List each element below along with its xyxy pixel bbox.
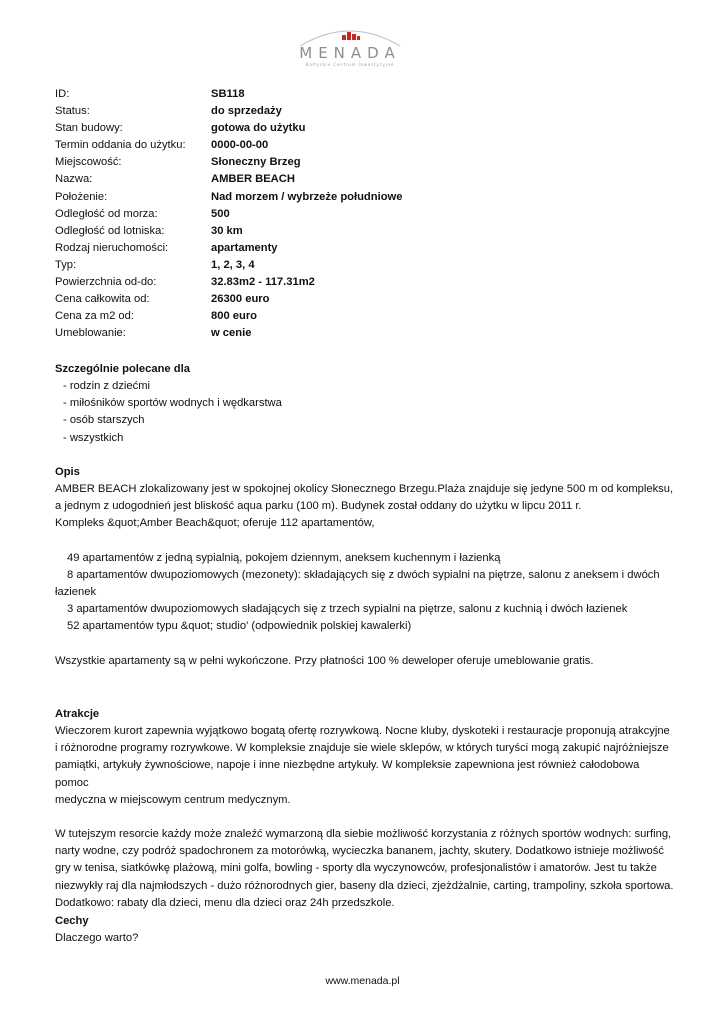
logo-subtitle: Bałtyckie Centrum Inwestycyjne (305, 62, 395, 67)
property-row (55, 257, 675, 274)
text-line: medyczna w miejscowym centrum medycznym. (55, 793, 291, 806)
footer-url[interactable]: www.menada.pl (325, 975, 400, 987)
property-label: Cena za m2 od: (55, 310, 134, 323)
property-value: apartamenty (211, 241, 278, 254)
list-item-continuation: łazienek (55, 586, 97, 599)
property-row (55, 171, 675, 188)
property-value: 0000-00-00 (211, 139, 269, 152)
text-line: gry w tenisa, siatkówkę plażową, mini golfa, bowling - sporty dla wyczynowców, profesjonalistów i amatorów. Jest tu także (55, 862, 657, 875)
property-value: 30 km (211, 224, 243, 237)
text-line: Dlaczego warto? (55, 932, 139, 944)
list-item: - wszystkich (63, 431, 124, 444)
text-line: i różnorodne programy rozrywkowe. W kompleksie znajduje sie wiele sklepów, w których turyści mogą zakupić najróżniejsze (55, 742, 669, 755)
property-label: Status: (55, 105, 90, 118)
atrakcje-heading: Atrakcje (55, 708, 100, 720)
logo-text: MENADA (299, 44, 401, 62)
property-row (55, 137, 675, 154)
property-value: 500 (211, 207, 230, 220)
text-line: niezwykły raj dla najmłodszych - dużo różnorodnych gier, baseny dla dzieci, zjeżdżalnie, carting, trampoliny, szkoła sportowa. (55, 879, 674, 892)
property-row (55, 240, 675, 257)
text-line: Wszystkie apartamenty są w pełni wykończone. Przy płatności 100 % deweloper oferuje umeblowanie gratis. (55, 654, 594, 667)
text-line: narty wodne, czy podróż spadochronem za motorówką, wycieczka bananem, jachty, skutery. Dodatkowo istnieje możliwość (55, 845, 664, 858)
property-value: Słoneczny Brzeg (211, 156, 301, 169)
text-line: W tutejszym resorcie każdy może znaleźć wymarzoną dla siebie możliwość korzystania z różnych sportów wodnych: surfing, (55, 828, 672, 841)
text-line: pamiątki, artykuły żywnościowe, napoje i inne niezbędne artykuły. W kompleksie zapewniona jest również całodobowa pomoc (55, 759, 640, 789)
property-value: SB118 (211, 88, 245, 100)
property-table (55, 86, 675, 342)
property-label: Typ: (55, 258, 77, 271)
property-row (55, 291, 675, 308)
property-row (55, 206, 675, 223)
property-row (55, 120, 675, 137)
property-label: Odległość od lotniska: (55, 224, 165, 237)
property-value: 32.83m2 - 117.31m2 (211, 276, 315, 289)
property-label: Miejscowość: (55, 156, 122, 169)
property-value: gotowa do użytku (211, 122, 306, 135)
list-item: 49 apartamentów z jedną sypialnią, pokojem dziennym, aneksem kuchennym i łazienką (67, 551, 501, 564)
property-row (55, 154, 675, 171)
property-value: do sprzedaży (211, 105, 282, 118)
property-label: Rodzaj nieruchomości: (55, 241, 169, 254)
logo-arc-icon (290, 22, 410, 46)
property-value: w cenie (211, 327, 252, 340)
text-line: Kompleks &quot;Amber Beach&quot; oferuje 112 apartamentów, (55, 517, 375, 530)
list-item: - miłośników sportów wodnych i wędkarstwa (63, 397, 282, 410)
cechy-section (55, 913, 675, 947)
property-row (55, 86, 675, 103)
list-item: 8 apartamentów dwupoziomowych (mezonety): składających się z dwóch sypialni na piętrze, salonu z aneksem i dwóch (67, 568, 660, 581)
property-row (55, 103, 675, 120)
property-row (55, 325, 675, 342)
property-row (55, 189, 675, 206)
text-line: AMBER BEACH zlokalizowany jest w spokojnej okolicy Słonecznego Brzegu.Plaża znajduje się jedyne 500 m od kompleksu, (55, 483, 674, 495)
recommended-heading: Szczególnie polecane dla (55, 363, 190, 375)
list-item: 3 apartamentów dwupoziomowych sładających się z trzech sypialni na piętrze, salonu z kuchnią i dwóch łazienek (67, 603, 628, 616)
property-label: ID: (55, 88, 70, 100)
list-item: - osób starszych (63, 414, 145, 427)
property-label: Odległość od morza: (55, 207, 158, 220)
menada-logo (290, 22, 410, 70)
property-value: Nad morzem / wybrzeże południowe (211, 190, 403, 203)
property-value: 800 euro (211, 310, 258, 323)
atrakcje-section (55, 706, 675, 912)
property-row (55, 223, 675, 240)
property-value: 26300 euro (211, 293, 270, 306)
list-item: - rodzin z dziećmi (63, 380, 151, 392)
property-label: Powierzchnia od-do: (55, 276, 157, 289)
opis-heading: Opis (55, 466, 80, 478)
cechy-heading: Cechy (55, 915, 89, 927)
property-value: AMBER BEACH (211, 173, 295, 186)
text-line: Dodatkowo: rabaty dla dzieci, menu dla dzieci oraz 24h przedszkole. (55, 896, 395, 909)
property-value: 1, 2, 3, 4 (211, 258, 255, 271)
property-label: Nazwa: (55, 173, 93, 186)
list-item: 52 apartamentów typu &quot; studio' (odpowiednik polskiej kawalerki) (67, 620, 412, 633)
text-line: a jednym z udogodnień jest bliskość aqua parku (100 m). Budynek został oddany do użytku w lipcu 2011 r. (55, 500, 582, 513)
property-label: Umeblowanie: (55, 327, 126, 340)
property-label: Stan budowy: (55, 122, 123, 135)
property-row (55, 308, 675, 325)
property-label: Cena całkowita od: (55, 293, 150, 306)
property-label: Położenie: (55, 190, 108, 203)
opis-section (55, 464, 675, 670)
text-line: Wieczorem kurort zapewnia wyjątkowo bogatą ofertę rozrywkową. Nocne kluby, dyskoteki i restauracje proponują atrakcyjne (55, 725, 670, 737)
recommended-section (55, 361, 675, 447)
property-label: Termin oddania do użytku: (55, 139, 186, 152)
property-row (55, 274, 675, 291)
